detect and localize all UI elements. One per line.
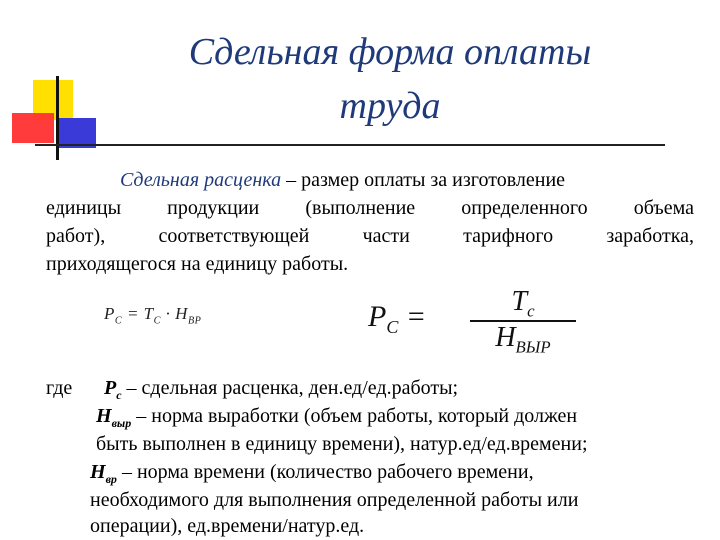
definition-row-4: приходящегося на единицу работы. bbox=[46, 253, 349, 275]
definition-term: Сдельная расценка bbox=[120, 169, 282, 191]
definition-paragraph bbox=[46, 166, 694, 278]
fraction bbox=[468, 286, 578, 358]
where-item-hvr-cont-1: необходимого для выполнения определенной работы или bbox=[90, 489, 579, 511]
fraction-numerator: $T_c$ bbox=[511, 286, 535, 321]
definition-row-3: работ), соответствующей части тарифного заработка, bbox=[46, 225, 694, 247]
definition-row-1: Сдельная расценка – размер оплаты за изготовление bbox=[120, 169, 566, 191]
where-item-hvyr-cont: быть выполнен в единицу времени), натур.ед/ед.времени; bbox=[96, 433, 588, 455]
where-label: где bbox=[46, 377, 73, 399]
definition-row-2: единицы продукции (выполнение определенного объема bbox=[46, 197, 694, 219]
slide-title-line-2: труда bbox=[339, 85, 441, 127]
where-item-pc: $Р_с$ – сдельная расценка, ден.ед/ед.работы; bbox=[104, 377, 459, 402]
decor-red-square bbox=[12, 113, 54, 143]
where-item-hvyr: $Н_{выр}$ – норма выработки (объем работы, который должен bbox=[96, 405, 578, 430]
where-item-hvr: $Н_{вр}$ – норма времени (количество рабочего времени, bbox=[90, 461, 534, 486]
formula-small: $P_C = T_C \cdot H_{BP}$ bbox=[104, 304, 202, 327]
formula-lhs: $P_C$ = bbox=[368, 300, 427, 337]
where-item-hvr-cont-2: операции), ед.времени/натур.ед. bbox=[90, 515, 365, 537]
fraction-denominator: $H_{ВЫР}$ bbox=[495, 322, 551, 357]
title-divider bbox=[35, 144, 665, 146]
slide-title-line-1: Сдельная форма оплаты bbox=[188, 31, 592, 73]
decor-vertical-line bbox=[56, 76, 59, 160]
